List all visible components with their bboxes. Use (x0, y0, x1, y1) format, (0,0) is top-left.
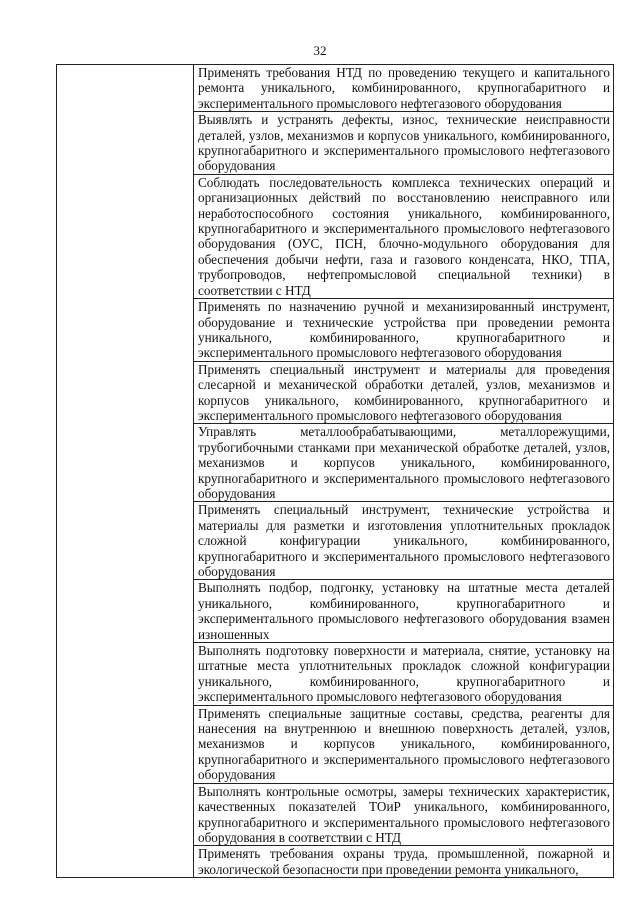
table-cell: Соблюдать последовательность комплекса технических операций и организационных действий по восстановлению неисправного или неработоспособного состояния уникального, комбинированного, крупногабаритного и экспериментального промыслового нефтегазового оборудования (ОУС, ПСН, блочно-модульного оборудования для обеспечения добычи нефти, газа и газового конденсата, НКО, ТПА, трубопроводов, нефтепромысловой специальной техники) в соответствии с НТД (194, 174, 614, 298)
table-cell: Применять специальный инструмент и материалы для проведения слесарной и механической обработки деталей, узлов, механизмов и корпусов уникального, комбинированного, крупногабаритного и экспериментального промыслового нефтегазового оборудования (194, 361, 614, 424)
table-cell: Выполнять подготовку поверхности и материала, снятие, установку на штатные места уплотнительных прокладок сложной конфигурации уникального, комбинированного, крупногабаритного и экспериментального промыслового нефтегазового оборудования (194, 643, 614, 706)
skills-table (56, 64, 614, 878)
table-cell: Выполнять контрольные осмотры, замеры технических характеристик, качественных показателей ТОиР уникального, комбинированного, крупногабаритного и экспериментального промыслового нефтегазового оборудования в соответствии с НТД (194, 783, 614, 846)
table-cell: Применять требования НТД по проведению текущего и капитального ремонта уникального, комбинированного, крупногабаритного и экспериментального промыслового нефтегазового оборудования (194, 65, 614, 112)
table-cell: Применять требования охраны труда, промышленной, пожарной и экологической безопасности при проведении ремонта уникального, (194, 846, 614, 878)
table-cell: Применять специальные защитные составы, средства, реагенты для нанесения на внутреннюю и внешнюю поверхность деталей, узлов, механизмов и корпусов уникального, комбинированного, крупногабаритного и экспериментального промыслового нефтегазового оборудования (194, 705, 614, 783)
row-header-cell (57, 65, 194, 878)
table-cell: Выявлять и устранять дефекты, износ, технические неисправности деталей, узлов, механизмов и корпусов уникального, комбинированного, крупногабаритного и экспериментального промыслового нефтегазового оборудования (194, 112, 614, 175)
table-cell: Применять специальный инструмент, технические устройства и материалы для разметки и изготовления уплотнительных прокладок сложной конфигурации уникального, комбинированного, крупногабаритного и экспериментального промыслового нефтегазового оборудования (194, 502, 614, 580)
page-number: 32 (313, 43, 327, 58)
table-cell: Применять по назначению ручной и механизированный инструмент, оборудование и технические устройства при проведении ремонта уникального, комбинированного, крупногабаритного и экспериментального промыслового нефтегазового оборудования (194, 299, 614, 362)
table-row (57, 65, 614, 112)
table-cell: Выполнять подбор, подгонку, установку на штатные места деталей уникального, комбинированного, крупногабаритного и экспериментального промыслового нефтегазового оборудования взамен изношенных (194, 580, 614, 643)
table-cell: Управлять металлообрабатывающими, металлорежущими, трубогибочными станками при механической обработке деталей, узлов, механизмов и корпусов уникального, комбинированного, крупногабаритного и экспериментального промыслового нефтегазового оборудования (194, 424, 614, 502)
